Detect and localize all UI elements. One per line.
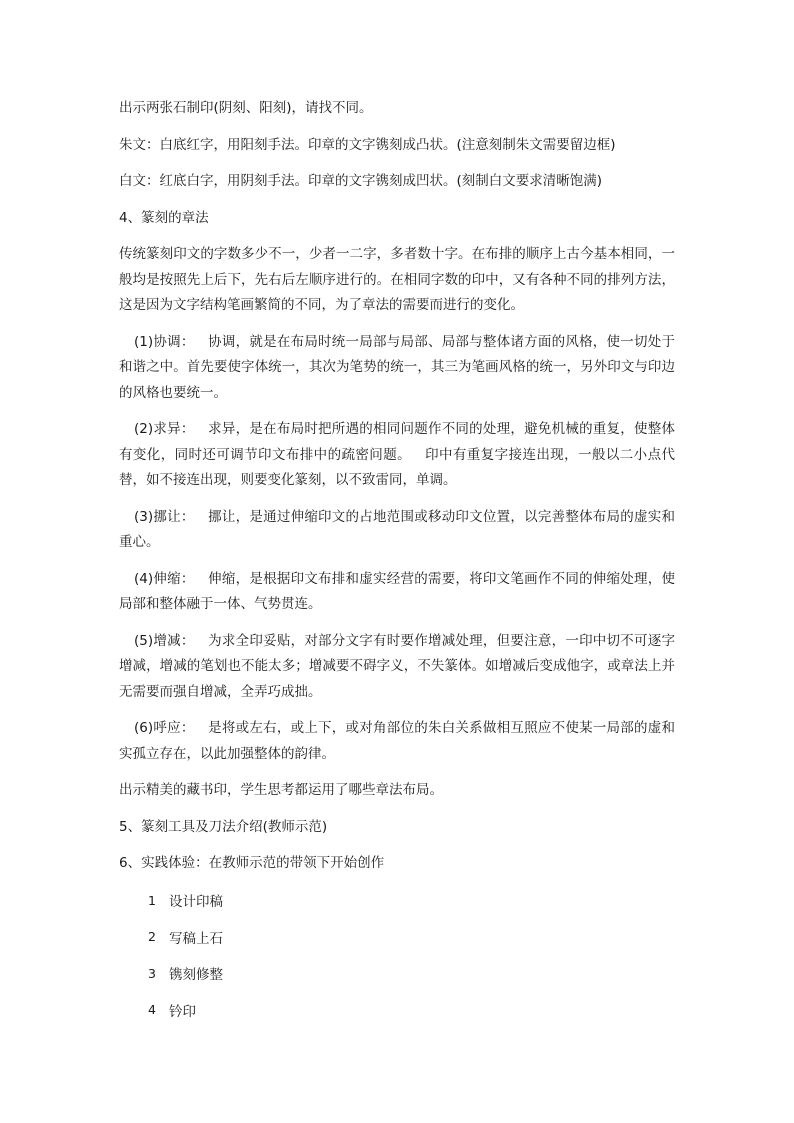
paragraph-zengjian: (5)增减： 为求全印妥贴，对部分文字有时要作增减处理，但要注意，一印中切不可逐字增减，增减的笔划也不能太多；增减要不碍字义，不失篆体。如增减后变成他字，或章法上并无需要而强自增减，全弄巧成拙。 xyxy=(119,632,675,700)
step-number: 4 xyxy=(148,1002,156,1018)
paragraph-zhangfa: 传统篆刻印文的字数多少不一，少者一二字，多者数十字。在布排的顺序上古今基本相同，一般均是按照先上后下，先右后左顺序进行的。在相同字数的印中，又有各种不同的排列方法，这是因为文字结构笔画繁简的不同，为了章法的需要而进行的变化。 xyxy=(119,246,675,313)
section-heading-5: 5、篆刻工具及刀法介绍(教师示范) xyxy=(119,818,328,835)
document-body xyxy=(119,96,675,1034)
step-text: 写稿上石 xyxy=(169,930,223,947)
paragraph-cangshuyin: 出示精美的藏书印，学生思考都运用了哪些章法布局。 xyxy=(119,782,443,798)
step-text: 镌刻修整 xyxy=(169,967,223,984)
paragraph-qiuyi: (2)求异： 求异，是在布局时把所遇的相同问题作不同的处理，避免机械的重复，使整体有变化，同时还可调节印文布排中的疏密问题。 印中有重复字接连出现，一般以二小点代替，如不接连出现，则要变化篆刻，以不致雷同，单调。 xyxy=(119,421,675,488)
list-item xyxy=(119,888,675,914)
paragraph-baiwen: 白文：红底白字，用阴刻手法。印章的文字镌刻成凹状。(刻制白文要求清晰饱满) xyxy=(119,173,603,189)
section-heading-4: 4、篆刻的章法 xyxy=(119,209,209,226)
list-item xyxy=(119,997,675,1023)
step-text: 钤印 xyxy=(169,1003,196,1020)
step-number: 3 xyxy=(148,965,156,981)
step-text: 设计印稿 xyxy=(169,894,223,911)
paragraph-huying: (6)呼应： 是将或左右，或上下，或对角部位的朱白关系做相互照应不使某一局部的虚和实孤立存在，以此加强整体的韵律。 xyxy=(119,720,675,762)
step-number: 2 xyxy=(148,929,156,945)
section-heading-6: 6、实践体验：在教师示范的带领下开始创作 xyxy=(119,855,385,871)
steps-list xyxy=(119,888,675,1023)
paragraph-intro: 出示两张石制印(阴刻、阳刻)，请找不同。 xyxy=(119,100,373,116)
paragraph-xietiao: (1)协调： 协调，就是在布局时统一局部与局部、局部与整体诸方面的风格，使一切处于和谐之中。首先要使字体统一，其次为笔势的统一，其三为笔画风格的统一，另外印文与印边的风格也要统一。 xyxy=(119,333,675,401)
list-item xyxy=(119,961,675,987)
step-number: 1 xyxy=(148,892,156,908)
paragraph-shensuo: (4)伸缩： 伸缩，是根据印文布排和虚实经营的需要，将印文笔画作不同的伸缩处理，使局部和整体融于一体、气势贯连。 xyxy=(119,570,675,612)
list-item xyxy=(119,924,675,950)
paragraph-nuorang: (3)挪让： 挪让，是通过伸缩印文的占地范围或移动印文位置，以完善整体布局的虚实和重心。 xyxy=(119,508,675,550)
paragraph-zhuwen: 朱文：白底红字，用阳刻手法。印章的文字镌刻成凸状。(注意刻制朱文需要留边框) xyxy=(119,136,616,153)
